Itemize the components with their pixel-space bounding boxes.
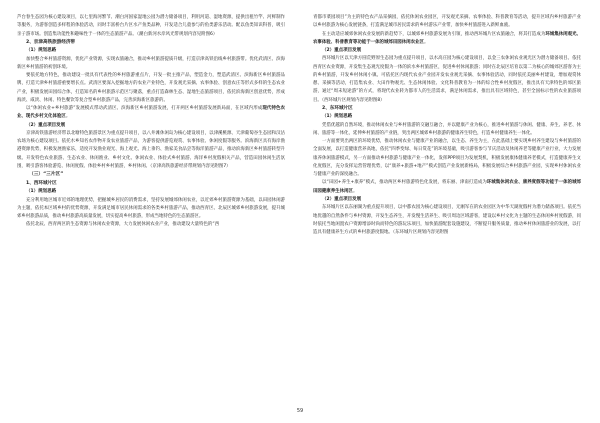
paragraph-text: 。	[352, 188, 358, 194]
page-number: 59	[296, 408, 304, 414]
paragraph: 加快整合乡村旅游资源，优化产业资源，实现农旅融合，推动乡村旅游提质升级，打造京津高铁沿线乡村旅游带。优化武清区、滨海新区乡村旅游的初创环境。	[17, 56, 285, 70]
paragraph-text: 。	[423, 39, 429, 45]
paragraph	[17, 72, 285, 105]
paragraph: 西环城片区以天津方圆荒野原生态园为重点提升项目，以水高庄园为核心建设项目，以金三农休闲农业观光区为潜力储备项目。依托西青区农业资源，开发集生态观光度假为一体的滨水乡村旅游区，促进乡村休闲旅游；同时在北辰区培育以第二为核心的城郊区游客为主的乡村旅游，开发乡村休闲小镇。可依托区内现代农业产业园开发农业观光采摘、农事体验活动，同时依托美丽乡村建设，增加观赏休憩、采摘等活动，打造集农业、大田作物观光、生态休闲体验、文化科普教育为一体的综合性乡村度假区，推出具有天津特色的郊区旅游，通过“周末短途游”的方式，将现代农业转为都市人的生活需求，满足休闲需求，推出具有区域特色，甚至全国标示性的农业旅游项目。（西环城片区规划内容见附图8）	[313, 56, 581, 103]
paragraph: 芦台春生态园为核心建设项目，以七里海河繁节、潮白河国家湿地公园为潜力储备项目，利用河道、湿地资源，提供出租竹竿、河鲜制作等服务，为游客创造多样程的体验活动，同时丰富桥台片区水产鱼类品种，开发适合儿童参与的鱼类游乐活动。配以鱼类知识科普，吸引亲子游市场。创造集功能性和趣味性于一体的生态旅游产品。（潮白新河水岸风光带规划内容见附图6）	[17, 15, 285, 37]
paragraph: 凭借优越的自然环境，推动休闲农业与乡村旅游的交融互融合，并以健康产业为核心，推进乡村旅游与休闲、健康、养生、养老、休闲、旅游等一体化，延伸乡村旅游的产业链，突出两区城郊乡村旅游的健康养生特色，打造乡村健康养生一体化。	[313, 122, 581, 136]
paragraph-text: 在主动适应城郊休闲农业发展的新趋势下，以城郊乡村旅游发展为引领，推动西环城片区农旅融合，将其打造成为	[322, 31, 546, 37]
paragraph: 充分利用地区城市近郊的地理优势，把握城乡居民的消费需求，坚持发展城郊休闲农业，以近郊乡村旅游资源为基础，以田园休闲游为主题，依托本区域乡村的优势资源，开发满足城市居民休闲需求的各类乡村旅游产品，推动西青区、北辰区城郊乡村旅游发展，提升城郊乡村旅游品质，推动乡村旅游高质量发展，切实提高乡村旅游，形成当地特色的生态旅游区。	[17, 197, 285, 220]
subsection-heading: （2）重点项目发展	[26, 122, 66, 128]
right-column	[313, 14, 581, 237]
subsection-heading: （2）重点项目发展	[322, 196, 362, 202]
section-heading: 2、东环城片区	[322, 105, 353, 111]
paragraph: 青都市菜园项目”为主的特色农产品采摘园，依托休闲农业园区，开发观光采摘、农事体验、科普教育等活动，提升区域内乡村旅游产业以乡村旅游为核心发展链条，打造满足城市居民需求的乡村游乐产业带，加快乡村旅游进入新鲜血液。	[313, 15, 581, 29]
subsection-heading: （2）重点项目发展	[322, 48, 362, 53]
paragraph	[313, 179, 581, 196]
paragraph: 一方面要突出两区的环境优势，推动休闲农业与健康产业的融合，以生态、养生为主，在此基础上要实现乡村养生建设与乡村旅游的全面发展，以打造健康营养高地，依托“四季变绿、每日赏花”的环境基础，吸引游客参与节庆活动及休闲养老等健康产业行业，大力发展康养休闲旅游模式，另一方面推动乡村旅游与健康产业一体化，发挥PPP项目为发展契机，积极发展康体健康养老模式，打造健康养生文化度假区，充分发挥运营管理优势，以“康养+旅游+地产”模式创造产业发展新格局，积极发展综合乡村旅游产业园，实现乡村休闲农业与健康产业的深度融合。	[313, 139, 581, 178]
paragraph-text: 。	[65, 114, 71, 120]
emphasis-text: 环城集休闲观光、农事体验、科普教育等功能于一体的城郊田园休闲农业区	[313, 31, 582, 45]
paragraph	[313, 31, 581, 48]
paragraph: 依托北辰、西青两区的生态资源与休闲农业资源，大力发展休闲农业产业，推动建设大量特色的“西	[26, 222, 220, 228]
left-column	[17, 14, 285, 230]
paragraph-text: 以“田园+养生+康养”模式，推动两区乡村旅游特色化发展，将东丽、津南打造成为	[322, 180, 487, 186]
section-heading: （三）“三片区”	[29, 172, 64, 178]
section-heading: 1、西环城片区	[26, 180, 57, 186]
subsection-heading: （1）规划思路	[322, 114, 353, 120]
paragraph: 东环城片区以东丽湖为重点提升项目，以中都农园为核心建设项目，无刚军在的农业园区为中华天湖度假村为潜力储备项目。依托当地优越的自然条件与乡村资源，开发生态养生，开发慢生活养生、吸引周边区域游客，建设以乡村文化为主题的生态休闲乡村度假游，同时依托当地闲置农户资源增添时尚而特色的游玩乐项目，加快旅游配套设施建设，不断提升服务质量，推动乡村休闲旅游业的发展，以打造具有健康养生方式的乡村旅游度假地。（东环城片区规划内容见附图	[313, 205, 581, 236]
subsection-heading: （1）规划思路	[26, 189, 57, 195]
paragraph-text: 。	[163, 97, 168, 103]
emphasis-text: 环城集休闲农业、康养度假等功能于一体的城郊田园健康养生休闲区	[313, 180, 581, 194]
subsection-heading: （1）规划思路	[26, 48, 57, 54]
paragraph: 京津高铁旅游经济带以北塘特色旅游景区为重点提升项目，以八井滩休闲岛为核心建设项目，以津溪桃源、天津葡萄谷生态园和汉沽农场为核心建设项目。依托水乡知名农作物开发农业旅游产品，为游客提供游览观赏、农事体验、休闲度假等服务。滨海新区具有海岸渔港资源优势，积极发展渔家乐，适度开发渔业观光、海上观光、海上垂钓、渔家美食品尝等海洋旅游产品，推动滨海新区乡村旅游转型升级。开发特色农业旅游、生态农业、休闲渔业、乡村文化、休闲农业、体验式乡村旅游、海洋乡村度假相关产品，营造田园休闲生活氛围，吸引游客体验游览、休闲度假、体验乡村乡村旅游，乡村休闲。（京津高铁旅游经济带规划内容见附图7）	[17, 130, 285, 169]
paragraph	[17, 105, 285, 122]
paragraph-text: 以“休闲农业+乡村旅游”发展模式带动武清区、滨海新区乡村旅游发展，打开两区乡村旅游发展新局面，在区域内形成	[26, 106, 263, 112]
section-heading: 2、京津高铁旅游经济带	[26, 39, 76, 45]
emphasis-text: 现代特色农业、现代乡村文化体验区	[17, 106, 285, 120]
paragraph-text: 要依托地方特色，推动建设一批具有代表性的乡村旅游重点片，开发一批主推产品，塑造金力，塑造武清区、滨海新区乡村旅游品牌，打造天津乡村旅游重要增长点。武清区要深入挖掘地方的农业产业特色，开发观光采摘、农事体验、创意农庄等形式多样的生态农业产业，积极发展田园综合体，打造知名的乡村旅游示范区与聚落，重点打造森林生态、湿地生态旅游项目，依托滨海新区创意优势，形成海淡、咸淡、休闲、特色餐饮等复合型乡村旅游产品，完善滨海新区旅游的	[17, 73, 285, 103]
